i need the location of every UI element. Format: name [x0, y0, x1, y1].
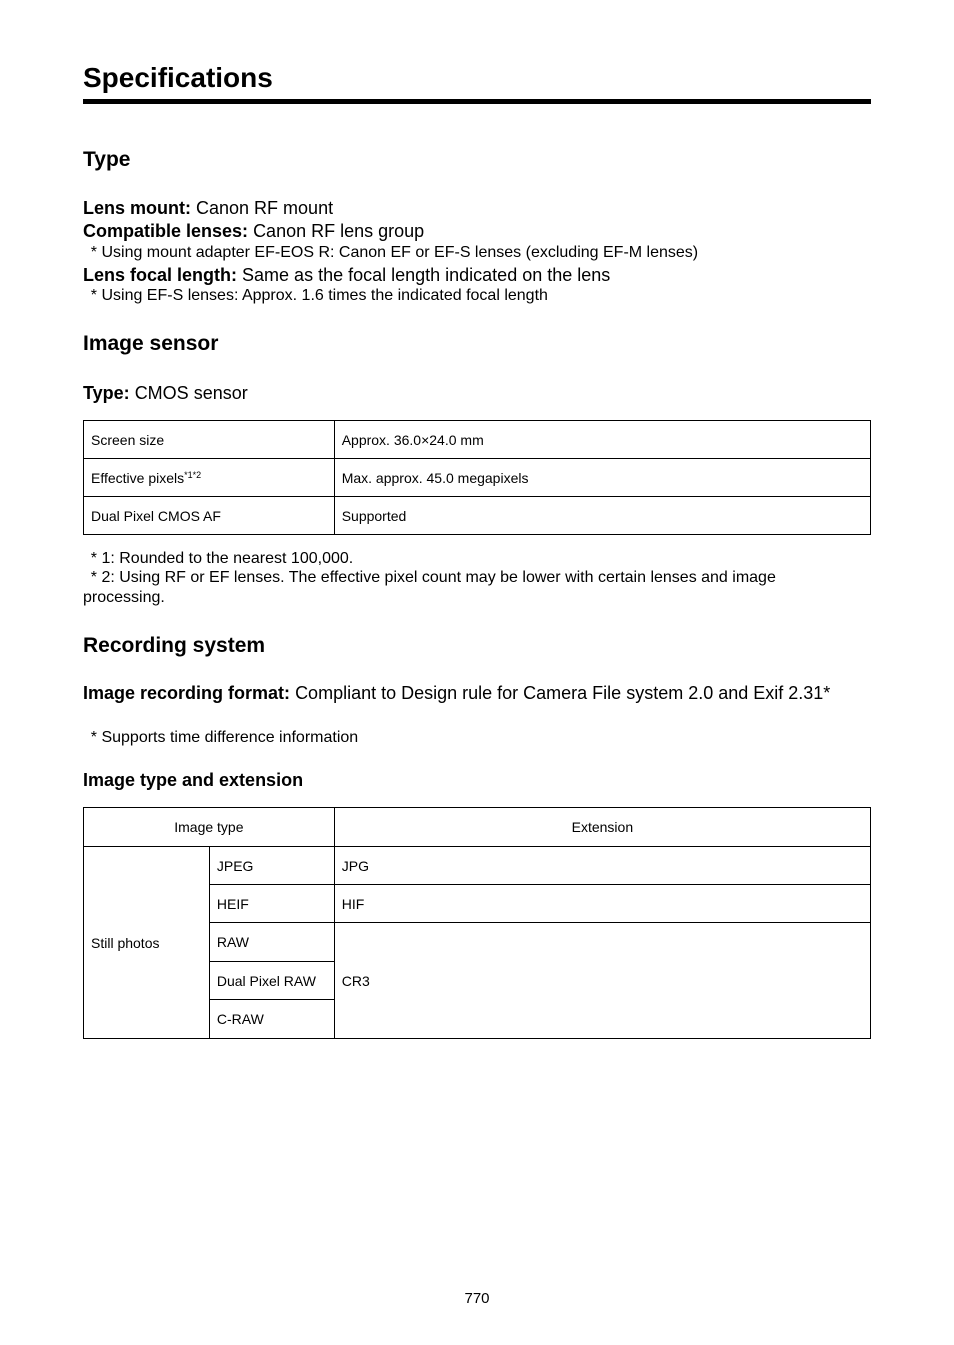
- lens-mount-line: [83, 197, 333, 219]
- lens-mount-value: Canon RF mount: [196, 198, 334, 218]
- table-header-extension: Extension: [334, 808, 870, 847]
- table-cell-label: Effective pixels$^{*1*2}$: [84, 459, 335, 497]
- table-header-row: [84, 808, 871, 847]
- footnote-marker: *: [90, 244, 97, 261]
- sensor-type-line: [83, 382, 248, 404]
- title-divider: [83, 99, 871, 104]
- sensor-footnote-2: [83, 568, 776, 588]
- recording-format-value: Compliant to Design rule for Camera File system 2.0 and Exif 2.31*: [295, 683, 831, 703]
- table-cell-label: Screen size: [84, 421, 335, 459]
- footnote-marker: *: [90, 550, 97, 567]
- section-heading-image-sensor: Image sensor: [83, 332, 219, 355]
- focal-length-line: [83, 264, 610, 286]
- table-header-image-type: Image type: [84, 808, 335, 847]
- image-type-table: [83, 807, 871, 1039]
- section-heading-recording-system: Recording system: [83, 634, 266, 657]
- sensor-footnote-1: [83, 549, 353, 569]
- focal-length-note-text: Using EF-S lenses: Approx. 1.6 times the indicated focal length: [101, 287, 548, 304]
- footnote-marker: *: [90, 569, 97, 586]
- recording-format-label: Image recording format:: [83, 683, 291, 703]
- table-cell-value: Max. approx. 45.0 megapixels: [334, 459, 870, 497]
- table-cell-value: Supported: [334, 497, 870, 535]
- table-cell-type: C-RAW: [209, 1000, 334, 1039]
- sensor-footnote-2-continued: processing.: [83, 589, 165, 606]
- table-cell-type: Dual Pixel RAW: [209, 962, 334, 1000]
- page-title: Specifications: [83, 62, 273, 93]
- sensor-type-value: CMOS sensor: [134, 383, 248, 403]
- table-cell-category: Still photos: [84, 847, 210, 1039]
- compatible-lenses-line: [83, 220, 424, 242]
- focal-length-note: [83, 286, 548, 306]
- recording-format-note: [83, 728, 358, 748]
- focal-length-value: Same as the focal length indicated on the lens: [242, 265, 611, 285]
- sensor-type-label: Type:: [83, 383, 130, 403]
- table-row: [84, 459, 871, 497]
- table-cell-extension: CR3: [334, 923, 870, 1039]
- footnote-text: 1: Rounded to the nearest 100,000.: [101, 550, 354, 567]
- lens-mount-label: Lens mount:: [83, 198, 191, 218]
- table-row: [84, 497, 871, 535]
- table-cell-extension: HIF: [334, 885, 870, 923]
- table-row: [84, 421, 871, 459]
- section-heading-type: Type: [83, 148, 131, 171]
- footnote-marker: *: [90, 729, 97, 746]
- table-cell-type: HEIF: [209, 885, 334, 923]
- table-cell-label: Dual Pixel CMOS AF: [84, 497, 335, 535]
- page-number: 770: [464, 1290, 490, 1307]
- table-cell-value: Approx. 36.0×24.0 mm: [334, 421, 870, 459]
- footnote-marker: *: [90, 287, 97, 304]
- table-cell-type: JPEG: [209, 847, 334, 885]
- recording-format-note-text: Supports time difference information: [101, 729, 359, 746]
- table-row: [84, 847, 871, 885]
- footnote-text: 2: Using RF or EF lenses. The effective pixel count may be lower with certain lenses and image: [101, 569, 776, 586]
- image-sensor-table: [83, 420, 871, 535]
- footnote-ref: *1*2: [184, 469, 202, 480]
- table-cell-type: RAW: [209, 923, 334, 962]
- focal-length-label: Lens focal length:: [83, 265, 238, 285]
- table-cell-extension: JPG: [334, 847, 870, 885]
- subheading-image-type: Image type and extension: [83, 770, 304, 790]
- compatible-lenses-note: [83, 243, 698, 263]
- compatible-lenses-value: Canon RF lens group: [253, 221, 425, 241]
- compatible-lenses-note-text: Using mount adapter EF-EOS R: Canon EF or EF-S lenses (excluding EF-M lenses): [101, 244, 699, 261]
- recording-format-paragraph: [83, 682, 871, 705]
- compatible-lenses-label: Compatible lenses:: [83, 221, 249, 241]
